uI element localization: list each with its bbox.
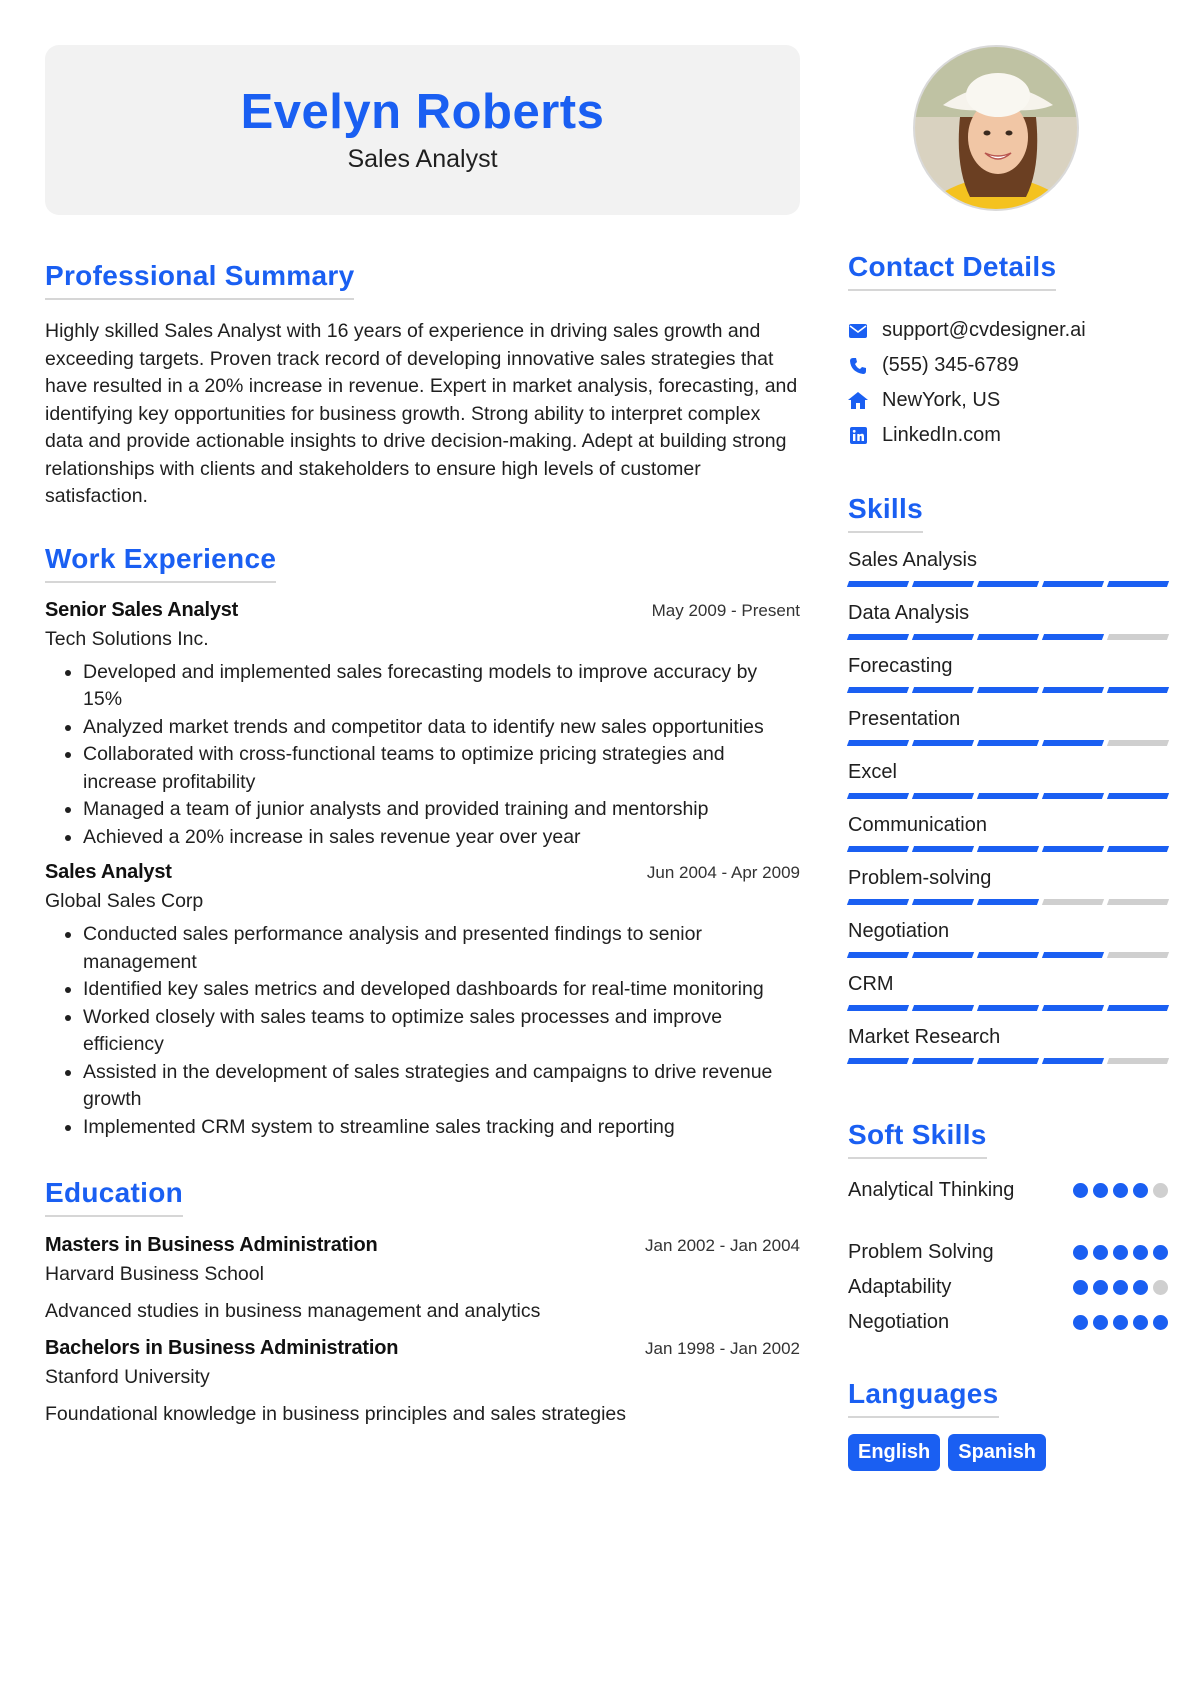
- skill-level-segment: [912, 952, 974, 958]
- rating-dot: [1093, 1315, 1108, 1330]
- skill-level-bar: [848, 740, 1168, 746]
- rating-dot: [1073, 1315, 1088, 1330]
- language-badge: English: [848, 1434, 940, 1471]
- skill-level-segment: [1042, 634, 1104, 640]
- skill-level-bar: [848, 1058, 1168, 1064]
- skill-level-segment: [1042, 740, 1104, 746]
- contact-linkedin-text: LinkedIn.com: [882, 424, 1001, 446]
- contact-linkedin[interactable]: [848, 418, 1168, 453]
- skill-level-segment: [977, 687, 1039, 693]
- skill-level-bar: [848, 899, 1168, 905]
- skill-level-segment: [1107, 740, 1169, 746]
- job-company: Global Sales Corp: [45, 890, 204, 912]
- job-bullet: • Developed and implemented sales forecasting models to improve accuracy by 15%: [83, 659, 800, 714]
- contact-location: [848, 383, 1168, 418]
- job-bullet: • Implemented CRM system to streamline sales tracking and reporting: [83, 1114, 800, 1142]
- soft-skill-rating: [1073, 1315, 1168, 1330]
- rating-dot: [1113, 1245, 1128, 1260]
- skill-level-segment: [1042, 793, 1104, 799]
- skill-level-segment: [1042, 899, 1104, 905]
- rating-dot: [1133, 1183, 1148, 1198]
- skill-level-segment: [847, 1005, 909, 1011]
- contact-email[interactable]: [848, 313, 1168, 348]
- header: [45, 45, 800, 215]
- skill-level-segment: [912, 1005, 974, 1011]
- skill-label: Problem-solving: [848, 867, 992, 889]
- school-name: Harvard Business School: [45, 1263, 264, 1285]
- rating-dot: [1073, 1280, 1088, 1295]
- main-column: [45, 45, 800, 1426]
- soft-skill-item: [848, 1305, 1168, 1340]
- rating-dot: [1073, 1245, 1088, 1260]
- skill-level-segment: [912, 793, 974, 799]
- summary-heading: Professional Summary: [45, 260, 354, 300]
- skill-level-segment: [847, 846, 909, 852]
- skills-heading: Skills: [848, 493, 923, 533]
- languages-heading: Languages: [848, 1378, 999, 1418]
- soft-skill-rating: [1073, 1245, 1168, 1260]
- skill-level-segment: [1042, 687, 1104, 693]
- home-icon: [848, 391, 868, 411]
- skill-level-segment: [977, 581, 1039, 587]
- skill-level-segment: [977, 1005, 1039, 1011]
- work-heading: Work Experience: [45, 543, 276, 583]
- skill-label: Market Research: [848, 1026, 1001, 1048]
- languages-list: [848, 1434, 1168, 1471]
- skill-level-segment: [1107, 581, 1169, 587]
- job-bullets: [45, 659, 800, 852]
- job-company: Tech Solutions Inc.: [45, 627, 209, 650]
- skill-level-segment: [847, 793, 909, 799]
- skill-label: Presentation: [848, 708, 961, 730]
- skill-label: Data Analysis: [848, 602, 970, 624]
- contact-phone-text: (555) 345-6789: [882, 354, 1019, 376]
- rating-dot: [1153, 1245, 1168, 1260]
- soft-skills-list: [848, 1173, 1168, 1340]
- skill-level-segment: [1042, 581, 1104, 587]
- skill-level-segment: [1042, 1005, 1104, 1011]
- linkedin-icon: [848, 426, 868, 446]
- job-entry: [45, 599, 800, 852]
- rating-dot: [1113, 1183, 1128, 1198]
- contact-phone[interactable]: [848, 348, 1168, 383]
- school-name: Stanford University: [45, 1366, 210, 1388]
- skill-level-segment: [1042, 952, 1104, 958]
- skill-level-bar: [848, 952, 1168, 958]
- skill-level-segment: [847, 687, 909, 693]
- skill-level-segment: [977, 899, 1039, 905]
- skill-level-segment: [1107, 899, 1169, 905]
- soft-skill-label: Problem Solving: [848, 1241, 994, 1263]
- rating-dot: [1113, 1280, 1128, 1295]
- job-date: May 2009 - Present: [651, 600, 800, 620]
- education-description: Advanced studies in business management and analytics: [45, 1300, 541, 1322]
- skill-level-segment: [912, 899, 974, 905]
- skill-label: Excel: [848, 761, 897, 783]
- skill-item: [848, 812, 1168, 852]
- skill-level-segment: [847, 740, 909, 746]
- education-entry: [45, 1337, 800, 1426]
- job-title: Sales Analyst: [45, 861, 172, 883]
- job-bullet: • Achieved a 20% increase in sales revenue year over year: [83, 824, 800, 852]
- skill-level-segment: [1107, 1058, 1169, 1064]
- skill-level-segment: [912, 846, 974, 852]
- contact-email-text: support@cvdesigner.ai: [882, 319, 1086, 341]
- job-date: Jun 2004 - Apr 2009: [646, 863, 800, 882]
- rating-dot: [1093, 1245, 1108, 1260]
- job-bullet: • Conducted sales performance analysis and presented findings to senior management: [83, 921, 800, 976]
- summary-text: Highly skilled Sales Analyst with 16 years of experience in driving sales growth and exceeding targets. Proven track record of developing innovative sales strategies that have resulted in a 20% increase in revenue. Expert in market analysis, forecasting, and identifying key opportunities for business growth. Strong ability to interpret complex data and provide actionable insights to drive decision-making. Adept at building strong relationships with clients and stakeholders to ensure high levels of customer satisfaction.: [45, 320, 798, 507]
- skill-level-segment: [1107, 634, 1169, 640]
- skill-level-segment: [1107, 1005, 1169, 1011]
- job-bullet: • Analyzed market trends and competitor data to identify new sales opportunities: [83, 714, 800, 742]
- skill-item: [848, 547, 1168, 587]
- skill-label: CRM: [848, 973, 894, 995]
- job-bullet: • Worked closely with sales teams to optimize sales processes and improve efficiency: [83, 1004, 800, 1059]
- contact-heading: Contact Details: [848, 251, 1056, 291]
- skill-item: [848, 600, 1168, 640]
- skill-level-segment: [977, 952, 1039, 958]
- skill-item: [848, 706, 1168, 746]
- job-bullet: • Collaborated with cross-functional teams to optimize pricing strategies and increase profitability: [83, 741, 800, 796]
- portrait-illustration: [915, 47, 1079, 211]
- education-entry: [45, 1234, 800, 1323]
- job-bullet: • Managed a team of junior analysts and provided training and mentorship: [83, 796, 800, 824]
- soft-skill-label: Analytical Thinking: [848, 1179, 1015, 1201]
- skill-level-segment: [1042, 846, 1104, 852]
- rating-dot: [1133, 1245, 1148, 1260]
- skill-level-segment: [1107, 952, 1169, 958]
- job-bullet: • Identified key sales metrics and developed dashboards for real-time monitoring: [83, 976, 800, 1004]
- skill-label: Sales Analysis: [848, 549, 977, 571]
- skill-item: [848, 865, 1168, 905]
- skill-item: [848, 971, 1168, 1011]
- skill-item: [848, 1024, 1168, 1064]
- candidate-name: Evelyn Roberts: [240, 85, 605, 139]
- job-entry: [45, 861, 800, 1141]
- rating-dot: [1133, 1315, 1148, 1330]
- education-date: Jan 2002 - Jan 2004: [644, 1236, 800, 1255]
- job-title: Senior Sales Analyst: [45, 598, 239, 621]
- skill-item: [848, 653, 1168, 693]
- soft-skill-item: [848, 1173, 1168, 1208]
- rating-dot: [1153, 1280, 1168, 1295]
- skill-level-segment: [912, 687, 974, 693]
- rating-dot: [1093, 1183, 1108, 1198]
- rating-dot: [1073, 1183, 1088, 1198]
- sidebar-column: [848, 45, 1168, 1471]
- phone-icon: [848, 356, 868, 376]
- skill-level-segment: [977, 793, 1039, 799]
- soft-skill-item: [848, 1235, 1168, 1270]
- degree-title: Masters in Business Administration: [45, 1234, 378, 1256]
- skills-list: [848, 547, 1168, 1064]
- skill-label: Negotiation: [848, 920, 950, 942]
- candidate-role: Sales Analyst: [347, 145, 498, 173]
- skill-level-bar: [848, 581, 1168, 587]
- skill-level-bar: [848, 846, 1168, 852]
- contact-location-text: NewYork, US: [882, 389, 1001, 411]
- envelope-icon: [848, 321, 868, 341]
- soft-skill-rating: [1073, 1280, 1168, 1295]
- soft-skill-rating: [1073, 1183, 1168, 1198]
- soft-skill-label: Adaptability: [848, 1276, 952, 1298]
- skill-level-segment: [977, 846, 1039, 852]
- education-date: Jan 1998 - Jan 2002: [644, 1339, 800, 1358]
- skill-label: Forecasting: [848, 655, 953, 677]
- skill-item: [848, 918, 1168, 958]
- skill-item: [848, 759, 1168, 799]
- education-heading: Education: [45, 1177, 183, 1217]
- soft-skill-item: [848, 1270, 1168, 1305]
- skill-label: Communication: [848, 814, 987, 836]
- skill-level-bar: [848, 1005, 1168, 1011]
- soft-skill-label: Negotiation: [848, 1311, 950, 1333]
- rating-dot: [1113, 1315, 1128, 1330]
- skill-level-segment: [1107, 687, 1169, 693]
- skill-level-segment: [847, 634, 909, 640]
- skill-level-bar: [848, 687, 1168, 693]
- skill-level-segment: [1042, 1058, 1104, 1064]
- rating-dot: [1153, 1183, 1168, 1198]
- rating-dot: [1133, 1280, 1148, 1295]
- skill-level-segment: [977, 1058, 1039, 1064]
- skill-level-segment: [912, 1058, 974, 1064]
- skill-level-segment: [977, 634, 1039, 640]
- job-bullet: • Assisted in the development of sales strategies and campaigns to drive revenue growth: [83, 1059, 800, 1114]
- degree-title: Bachelors in Business Administration: [45, 1337, 399, 1359]
- skill-level-segment: [912, 740, 974, 746]
- skill-level-segment: [847, 952, 909, 958]
- language-badge: Spanish: [948, 1434, 1046, 1471]
- skill-level-segment: [912, 634, 974, 640]
- skill-level-bar: [848, 793, 1168, 799]
- education-description: Foundational knowledge in business principles and sales strategies: [45, 1403, 627, 1425]
- skill-level-bar: [848, 634, 1168, 640]
- skill-level-segment: [1107, 793, 1169, 799]
- rating-dot: [1093, 1280, 1108, 1295]
- soft-skills-heading: Soft Skills: [848, 1119, 987, 1159]
- profile-photo: [913, 45, 1079, 211]
- skill-level-segment: [847, 581, 909, 587]
- skill-level-segment: [977, 740, 1039, 746]
- rating-dot: [1153, 1315, 1168, 1330]
- job-bullets: [45, 921, 800, 1141]
- skill-level-segment: [847, 899, 909, 905]
- skill-level-segment: [912, 581, 974, 587]
- skill-level-segment: [847, 1058, 909, 1064]
- contact-list: [848, 313, 1168, 453]
- skill-level-segment: [1107, 846, 1169, 852]
